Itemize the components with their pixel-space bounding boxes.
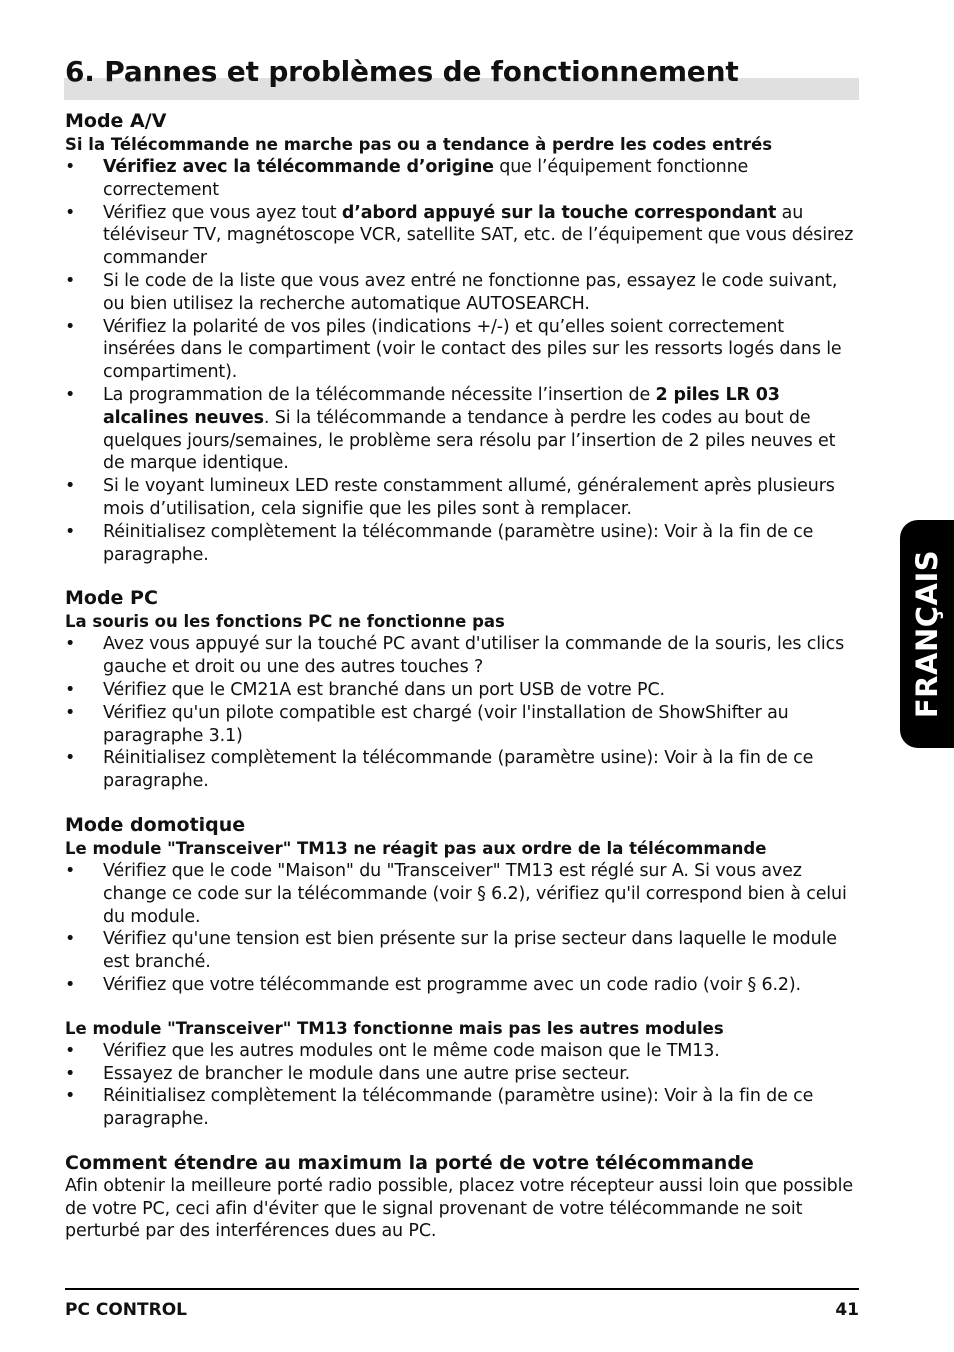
section-subheading: Si la Télécommande ne marche pas ou a tendance à perdre les codes entrés: [65, 135, 773, 154]
list-item: • Réinitialisez complètement la télécommande (paramètre usine): Voir à la fin de ce paragraphe.: [65, 521, 859, 567]
list-item: • Vérifiez que vous ayez tout d’abord appuyé sur la touche correspondant au téléviseur TV, magnétoscope VCR, satellite SAT, etc. de l’équipement que vous désirez commander: [65, 202, 859, 270]
list-item: • Réinitialisez complètement la télécommande (paramètre usine): Voir à la fin de ce paragraphe.: [65, 747, 859, 793]
page-content: [65, 55, 859, 1243]
list-item: • Vérifiez que les autres modules ont le même code maison que le TM13.: [65, 1040, 859, 1063]
bullet-list: [65, 156, 859, 566]
section-heading: Comment étendre au maximum la porté de votre télécommande: [65, 1151, 754, 1174]
section-mode-pc: [65, 586, 859, 793]
section-mode-av: [65, 109, 859, 566]
page-title: 6. Pannes et problèmes de fonctionnement: [65, 55, 739, 88]
bullet-list: [65, 633, 859, 793]
list-item: • Vérifiez qu'une tension est bien présente sur la prise secteur dans laquelle le module est branché.: [65, 928, 859, 974]
section-heading: Mode domotique: [65, 813, 246, 836]
list-item: • Vérifiez que votre télécommande est programme avec un code radio (voir § 6.2).: [65, 974, 859, 997]
page-number: 41: [835, 1300, 859, 1320]
section-subheading: Le module "Transceiver" TM13 ne réagit pas aux ordre de la télécommande: [65, 838, 767, 858]
language-label: FRANÇAIS: [910, 549, 944, 719]
list-item: • Vérifiez la polarité de vos piles (indications +/-) et qu’elles soient correctement insérées dans le compartiment (voir le contact des piles sur les ressorts logés dans le compartiment).: [65, 316, 859, 384]
list-item: • Réinitialisez complètement la télécommande (paramètre usine): Voir à la fin de ce paragraphe.: [65, 1085, 859, 1131]
list-item: • Si le code de la liste que vous avez entré ne fonctionne pas, essayez le code suivant, ou bien utilisez la recherche automatique AUTOSEARCH.: [65, 270, 859, 316]
bullet-list: [65, 860, 859, 997]
list-item: • Vérifiez qu'un pilote compatible est chargé (voir l'installation de ShowShifter au paragraphe 3.1): [65, 702, 859, 748]
section-paragraph: Afin obtenir la meilleure porté radio possible, placez votre récepteur aussi loin que possible de votre PC, ceci afin d'éviter que le signal provenant de votre télécommande ne soit perturbé par des interférences dues au PC.: [65, 1175, 853, 1242]
footer-product-name: PC CONTROL: [65, 1300, 187, 1320]
section-mode-domotique: [65, 813, 859, 1131]
list-item: • Essayez de brancher le module dans une autre prise secteur.: [65, 1063, 859, 1086]
language-side-tab: [900, 520, 954, 748]
title-block: [65, 55, 859, 101]
section-subheading: Le module "Transceiver" TM13 fonctionne mais pas les autres modules: [65, 1018, 724, 1038]
list-item: • Vérifiez que le code "Maison" du "Transceiver" TM13 est réglé sur A. Si vous avez change ce code sur la télécommande (voir § 6.2), vérifiez qu'il correspond bien à celui du module.: [65, 860, 859, 928]
section-subheading: La souris ou les fonctions PC ne fonctionne pas: [65, 612, 505, 632]
list-item: • Si le voyant lumineux LED reste constamment allumé, généralement après plusieurs mois d’utilisation, cela signifie que les piles sont à remplacer.: [65, 475, 859, 521]
bullet-list: [65, 1040, 859, 1131]
section-heading: Mode PC: [65, 587, 158, 610]
list-item: • Vérifiez que le CM21A est branché dans un port USB de votre PC.: [65, 679, 859, 702]
section-range: [65, 1151, 859, 1243]
list-item: • La programmation de la télécommande nécessite l’insertion de 2 piles LR 03 alcalines neuves. Si la télécommande a tendance à perdre les codes au bout de quelques jours/semaines, le problème sera résolu par l’insertion de 2 piles neuves et de marque identique.: [65, 384, 859, 475]
section-heading: Mode A/V: [65, 110, 167, 132]
footer-divider: [65, 1288, 859, 1290]
list-item: • Avez vous appuyé sur la touché PC avant d'utiliser la commande de la souris, les clics gauche et droit ou une des autres touches ?: [65, 633, 859, 679]
list-item: • Vérifiez avec la télécommande d’origine que l’équipement fonctionne correctement: [65, 156, 859, 202]
